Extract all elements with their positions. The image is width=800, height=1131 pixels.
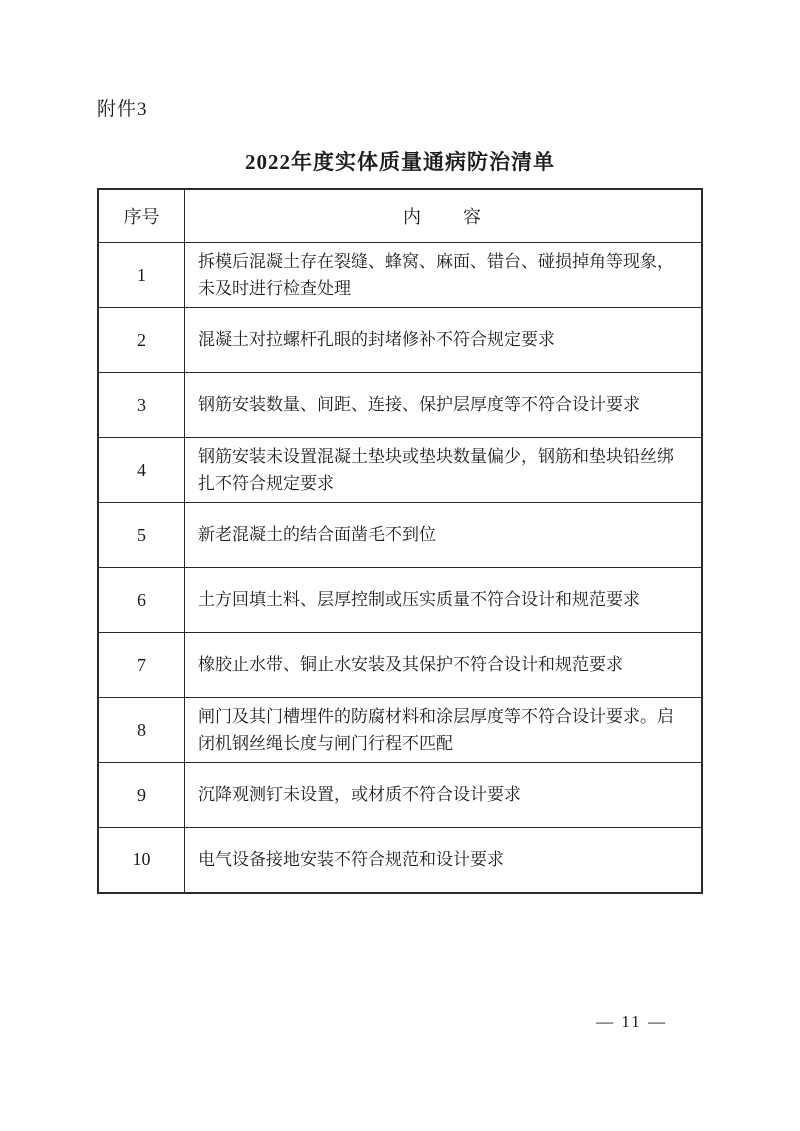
row-content: 土方回填土料、层厚控制或压实质量不符合设计和规范要求 xyxy=(185,568,703,633)
table-body xyxy=(98,243,702,893)
table-row xyxy=(98,763,702,828)
attachment-label: 附件3 xyxy=(97,99,148,120)
row-number: 9 xyxy=(98,763,185,828)
row-number: 2 xyxy=(98,308,185,373)
row-content: 钢筋安装数量、间距、连接、保护层厚度等不符合设计要求 xyxy=(185,373,703,438)
row-number: 1 xyxy=(98,243,185,308)
table-header-row xyxy=(98,189,702,243)
row-content: 沉降观测钉未设置，或材质不符合设计要求 xyxy=(185,763,703,828)
table-row xyxy=(98,568,702,633)
row-content: 新老混凝土的结合面凿毛不到位 xyxy=(185,503,703,568)
row-content: 钢筋安装未设置混凝土垫块或垫块数量偏少，钢筋和垫块铅丝绑扎不符合规定要求 xyxy=(185,438,703,503)
row-number: 7 xyxy=(98,633,185,698)
row-content: 橡胶止水带、铜止水安装及其保护不符合设计和规范要求 xyxy=(185,633,703,698)
table-row xyxy=(98,243,702,308)
table-row xyxy=(98,438,702,503)
defect-list-table xyxy=(97,188,703,894)
row-content: 闸门及其门槽埋件的防腐材料和涂层厚度等不符合设计要求。启闭机钢丝绳长度与闸门行程不匹配 xyxy=(185,698,703,763)
column-header-content: 内 容 xyxy=(185,189,703,243)
row-number: 3 xyxy=(98,373,185,438)
table-row xyxy=(98,633,702,698)
table-row xyxy=(98,828,702,893)
table-row xyxy=(98,503,702,568)
row-number: 8 xyxy=(98,698,185,763)
row-number: 10 xyxy=(98,828,185,893)
table-header xyxy=(98,189,702,243)
table-row xyxy=(98,373,702,438)
column-header-no: 序号 xyxy=(98,189,185,243)
table-row xyxy=(98,698,702,763)
row-number: 6 xyxy=(98,568,185,633)
row-number: 4 xyxy=(98,438,185,503)
page-number: — 11 — xyxy=(596,1012,667,1031)
row-number: 5 xyxy=(98,503,185,568)
page-title: 2022年度实体质量通病防治清单 xyxy=(245,150,555,174)
row-content: 电气设备接地安装不符合规范和设计要求 xyxy=(185,828,703,893)
row-content: 拆模后混凝土存在裂缝、蜂窝、麻面、错台、碰损掉角等现象，未及时进行检查处理 xyxy=(185,243,703,308)
row-content: 混凝土对拉螺杆孔眼的封堵修补不符合规定要求 xyxy=(185,308,703,373)
table-row xyxy=(98,308,702,373)
